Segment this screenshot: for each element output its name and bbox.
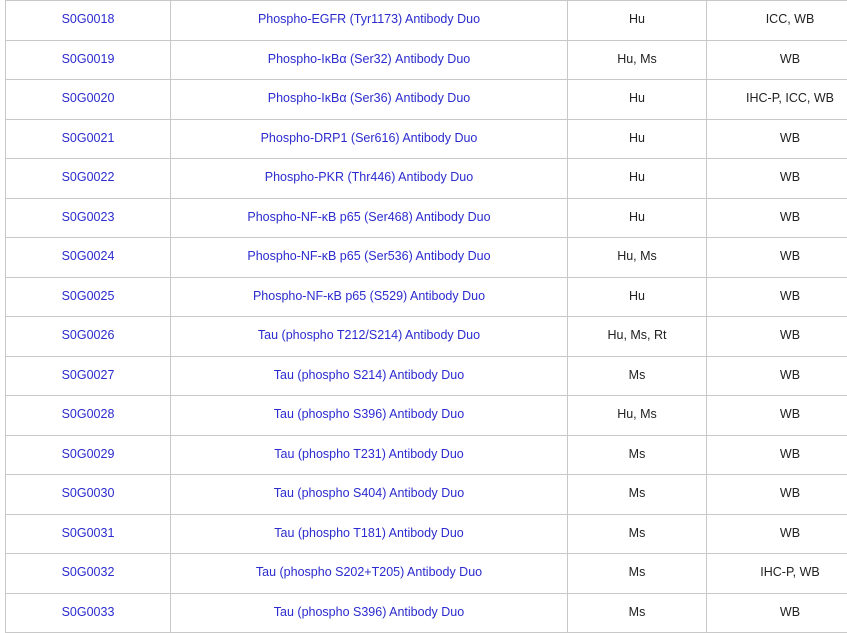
product-code[interactable]: S0G0023 <box>6 198 171 238</box>
product-applications: WB <box>707 396 847 436</box>
table-row <box>6 475 847 515</box>
product-species: Hu, Ms <box>568 396 707 436</box>
product-species: Ms <box>568 514 707 554</box>
product-applications: WB <box>707 40 847 80</box>
product-applications: WB <box>707 238 847 278</box>
table-row <box>6 435 847 475</box>
product-applications: WB <box>707 159 847 199</box>
table-row <box>6 159 847 199</box>
product-species: Hu <box>568 159 707 199</box>
product-species: Ms <box>568 475 707 515</box>
product-species: Hu <box>568 1 707 41</box>
product-name[interactable]: Tau (phospho S404) Antibody Duo <box>171 475 568 515</box>
product-species: Ms <box>568 593 707 633</box>
product-code[interactable]: S0G0027 <box>6 356 171 396</box>
table-row <box>6 277 847 317</box>
product-code[interactable]: S0G0030 <box>6 475 171 515</box>
product-species: Hu <box>568 277 707 317</box>
product-code[interactable]: S0G0026 <box>6 317 171 357</box>
product-code[interactable]: S0G0020 <box>6 80 171 120</box>
product-applications: ICC, WB <box>707 1 847 41</box>
product-name[interactable]: Phospho-IκBα (Ser32) Antibody Duo <box>171 40 568 80</box>
product-name[interactable]: Phospho-NF-κB p65 (Ser536) Antibody Duo <box>171 238 568 278</box>
product-code[interactable]: S0G0033 <box>6 593 171 633</box>
table-row <box>6 238 847 278</box>
product-code[interactable]: S0G0018 <box>6 1 171 41</box>
table-row <box>6 317 847 357</box>
product-applications: WB <box>707 277 847 317</box>
product-applications: WB <box>707 435 847 475</box>
product-name[interactable]: Phospho-DRP1 (Ser616) Antibody Duo <box>171 119 568 159</box>
product-species: Hu <box>568 198 707 238</box>
product-applications: IHC-P, WB <box>707 554 847 594</box>
table-row <box>6 593 847 633</box>
product-species: Hu, Ms <box>568 40 707 80</box>
product-name[interactable]: Phospho-IκBα (Ser36) Antibody Duo <box>171 80 568 120</box>
product-code[interactable]: S0G0032 <box>6 554 171 594</box>
product-species: Hu <box>568 80 707 120</box>
product-name[interactable]: Tau (phospho S396) Antibody Duo <box>171 593 568 633</box>
table-row <box>6 356 847 396</box>
product-applications: WB <box>707 593 847 633</box>
product-code[interactable]: S0G0031 <box>6 514 171 554</box>
table-row <box>6 554 847 594</box>
product-name[interactable]: Tau (phospho T231) Antibody Duo <box>171 435 568 475</box>
product-code[interactable]: S0G0028 <box>6 396 171 436</box>
product-name[interactable]: Tau (phospho T181) Antibody Duo <box>171 514 568 554</box>
table-row <box>6 1 847 41</box>
product-name[interactable]: Tau (phospho T212/S214) Antibody Duo <box>171 317 568 357</box>
product-code[interactable]: S0G0025 <box>6 277 171 317</box>
product-name[interactable]: Tau (phospho S202+T205) Antibody Duo <box>171 554 568 594</box>
product-code[interactable]: S0G0022 <box>6 159 171 199</box>
product-applications: WB <box>707 356 847 396</box>
table-row <box>6 40 847 80</box>
product-name[interactable]: Phospho-NF-κB p65 (S529) Antibody Duo <box>171 277 568 317</box>
table-row <box>6 514 847 554</box>
product-applications: WB <box>707 475 847 515</box>
product-species: Ms <box>568 435 707 475</box>
table-row <box>6 80 847 120</box>
product-name[interactable]: Tau (phospho S396) Antibody Duo <box>171 396 568 436</box>
product-species: Hu, Ms, Rt <box>568 317 707 357</box>
product-applications: WB <box>707 317 847 357</box>
product-name[interactable]: Phospho-NF-κB p65 (Ser468) Antibody Duo <box>171 198 568 238</box>
table-row <box>6 119 847 159</box>
table-row <box>6 198 847 238</box>
product-code[interactable]: S0G0029 <box>6 435 171 475</box>
table-row <box>6 396 847 436</box>
product-species: Ms <box>568 554 707 594</box>
product-applications: WB <box>707 514 847 554</box>
product-code[interactable]: S0G0019 <box>6 40 171 80</box>
product-table <box>5 0 847 633</box>
product-name[interactable]: Phospho-PKR (Thr446) Antibody Duo <box>171 159 568 199</box>
product-species: Hu <box>568 119 707 159</box>
product-code[interactable]: S0G0021 <box>6 119 171 159</box>
product-applications: IHC-P, ICC, WB <box>707 80 847 120</box>
product-table-body <box>6 1 847 633</box>
product-species: Ms <box>568 356 707 396</box>
product-species: Hu, Ms <box>568 238 707 278</box>
product-applications: WB <box>707 119 847 159</box>
product-name[interactable]: Tau (phospho S214) Antibody Duo <box>171 356 568 396</box>
product-code[interactable]: S0G0024 <box>6 238 171 278</box>
product-name[interactable]: Phospho-EGFR (Tyr1173) Antibody Duo <box>171 1 568 41</box>
product-applications: WB <box>707 198 847 238</box>
